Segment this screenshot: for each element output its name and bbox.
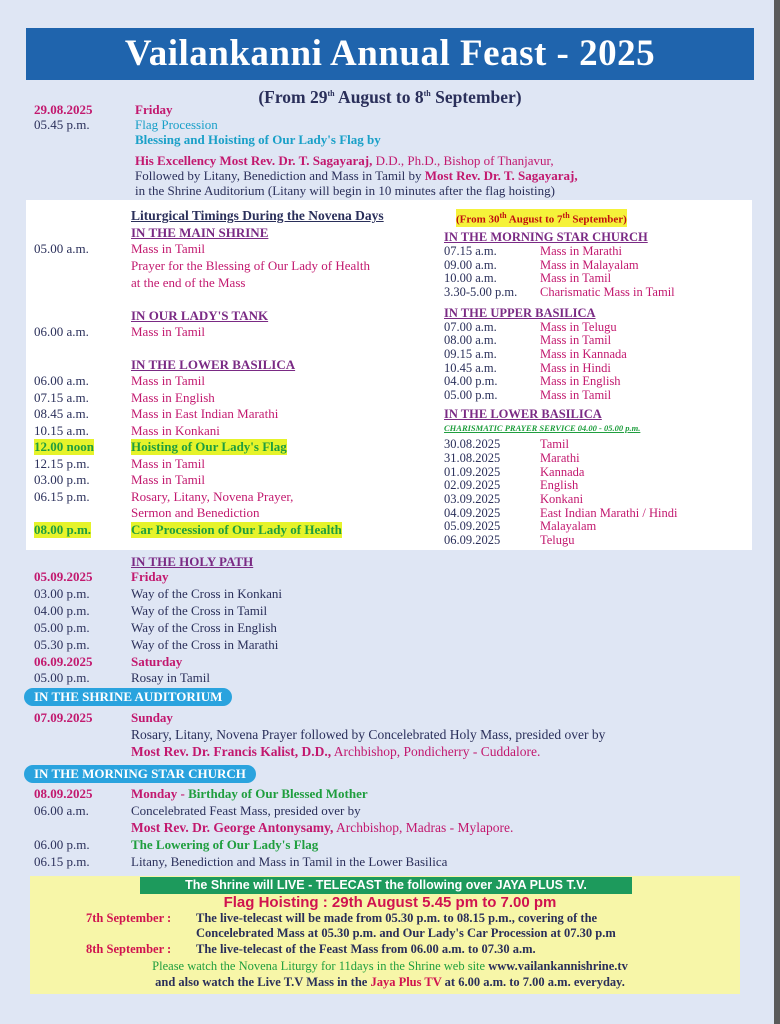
table-row: Mass in Tamil	[540, 333, 612, 347]
table-row: 03.00 p.m.	[34, 472, 90, 487]
table-row: Mass in Marathi	[540, 244, 622, 258]
table-row: 05.00 p.m.	[34, 620, 90, 635]
table-row: Rosary, Litany, Novena Prayer,	[131, 489, 294, 504]
opening-auditorium: in the Shrine Auditorium (Litany will begin in 10 minutes after the flag hoisting)	[135, 183, 555, 198]
table-row: Mass in Telugu	[540, 320, 617, 334]
website-note: Please watch the Novena Liturgy for 11days in the Shrine web site www.vailankannishrine.tv	[152, 959, 628, 973]
opening-day: Friday	[135, 102, 173, 117]
table-row: 08.45 a.m.	[34, 406, 89, 421]
table-row: 09.00 a.m.	[444, 258, 497, 272]
table-row: 06.09.2025	[444, 533, 501, 547]
table-row: 07.00 a.m.	[444, 320, 497, 334]
table-row: Mass in Tamil	[540, 388, 612, 402]
main-shrine-line: Prayer for the Blessing of Our Lady of Health	[131, 258, 370, 273]
table-row: Tamil	[540, 437, 569, 451]
page-title: Vailankanni Annual Feast - 2025	[26, 28, 754, 80]
website-link[interactable]: www.vailankannishrine.tv	[488, 959, 628, 973]
table-row: Mass in Tamil	[131, 456, 205, 471]
table-row: 09.15 a.m.	[444, 347, 497, 361]
lower-basilica-right-heading: IN THE LOWER BASILICA	[444, 407, 602, 421]
novena-heading: Liturgical Timings During the Novena Days	[131, 208, 384, 223]
table-row: 04.00 p.m.	[34, 603, 90, 618]
telecast-banner: The Shrine will LIVE - TELECAST the following over JAYA PLUS T.V.	[140, 877, 632, 894]
table-row: Mass in Konkani	[131, 423, 220, 438]
lower-basilica-heading: IN THE LOWER BASILICA	[131, 357, 296, 372]
table-row: 05.00 p.m.	[34, 670, 90, 685]
table-row: 06.15 p.m.	[34, 489, 90, 504]
ladys-tank-event: Mass in Tamil	[131, 324, 205, 339]
auditorium-presider: Most Rev. Dr. Francis Kalist, D.D., Archbishop, Pondicherry - Cuddalore.	[131, 744, 541, 759]
table-row: Rosay in Tamil	[131, 670, 211, 685]
ladys-tank-heading: IN OUR LADY'S TANK	[131, 308, 269, 323]
highlight-event: Hoisting of Our Lady's Flag	[131, 439, 287, 454]
table-row: Marathi	[540, 451, 580, 465]
table-row: 08.00 a.m.	[444, 333, 497, 347]
table-row: Mass in English	[540, 374, 621, 388]
opening-time: 05.45 p.m.	[34, 117, 90, 132]
table-row: English	[540, 478, 579, 492]
table-row: Mass in Hindi	[540, 361, 611, 375]
feast-event: Concelebrated Feast Mass, presided over by	[131, 803, 361, 818]
table-row: 3.30-5.00 p.m.	[444, 285, 518, 299]
table-row: Konkani	[540, 492, 584, 506]
table-row: 03.00 p.m.	[34, 586, 90, 601]
feast-time: 06.00 p.m.	[34, 837, 90, 852]
auditorium-date: 07.09.2025	[34, 710, 93, 725]
table-row: 01.09.2025	[444, 465, 501, 479]
table-row: 04.09.2025	[444, 506, 501, 520]
charismatic-service: CHARISMATIC PRAYER SERVICE 04.00 - 05.00 p.m.	[444, 423, 641, 433]
table-row: Mass in English	[131, 390, 215, 405]
table-row: Way of the Cross in Konkani	[131, 586, 282, 601]
sep7-line: Concelebrated Mass at 05.30 p.m. and Our Lady's Car Procession at 07.30 p.m	[196, 926, 616, 940]
table-row: 07.15 a.m.	[444, 244, 497, 258]
table-row: Telugu	[540, 533, 575, 547]
table-row: Saturday	[131, 654, 183, 669]
table-row: 04.00 p.m.	[444, 374, 498, 388]
table-row: 05.30 p.m.	[34, 637, 90, 652]
table-row: Way of the Cross in English	[131, 620, 277, 635]
table-row: 02.09.2025	[444, 478, 501, 492]
table-row: Malayalam	[540, 519, 597, 533]
opening-bishop: His Excellency Most Rev. Dr. T. Sagayaraj, D.D., Ph.D., Bishop of Thanjavur,	[135, 153, 554, 168]
opening-followed: Followed by Litany, Benediction and Mass in Tamil by Most Rev. Dr. T. Sagayaraj,	[135, 168, 578, 183]
morning-star-heading: IN THE MORNING STAR CHURCH	[444, 230, 648, 244]
table-row: East Indian Marathi / Hindi	[540, 506, 678, 520]
table-row: Mass in Malayalam	[540, 258, 639, 272]
holy-path-heading: IN THE HOLY PATH	[131, 554, 254, 569]
feast-day: Monday - Birthday of Our Blessed Mother	[131, 786, 368, 801]
feast-presider: Most Rev. Dr. George Antonysamy, Archbishop, Madras - Mylapore.	[131, 820, 514, 835]
sep8-line: The live-telecast of the Feast Mass from 06.00 a.m. to 07.30 a.m.	[196, 942, 536, 956]
highlight-time: 08.00 p.m.	[34, 522, 92, 537]
feast-event: Litany, Benediction and Mass in Tamil in the Lower Basilica	[131, 854, 448, 869]
opening-date: 29.08.2025	[34, 102, 93, 117]
table-row: 06.00 a.m.	[34, 373, 89, 388]
feast-dates-subtitle: (From 29th August to 8th September)	[258, 86, 522, 107]
page-edge	[774, 0, 780, 1024]
upper-basilica-heading: IN THE UPPER BASILICA	[444, 306, 596, 320]
table-row: Kannada	[540, 465, 585, 479]
table-row: Mass in Tamil	[540, 271, 612, 285]
table-row: Way of the Cross in Marathi	[131, 637, 279, 652]
feast-event: The Lowering of Our Lady's Flag	[131, 837, 319, 852]
main-shrine-heading: IN THE MAIN SHRINE	[131, 225, 269, 240]
table-row: 05.09.2025	[34, 569, 93, 584]
table-row: 12.15 p.m.	[34, 456, 90, 471]
highlight-event: Car Procession of Our Lady of Health	[131, 522, 342, 537]
shrine-auditorium-heading: IN THE SHRINE AUDITORIUM	[24, 688, 232, 706]
auditorium-line: Rosary, Litany, Novena Prayer followed by Concelebrated Holy Mass, presided over by	[131, 727, 606, 742]
sep7-label: 7th September :	[86, 911, 172, 925]
main-shrine-line: at the end of the Mass	[131, 275, 246, 290]
table-row: 31.08.2025	[444, 451, 501, 465]
table-row: Sermon and Benediction	[131, 505, 260, 520]
auditorium-day: Sunday	[131, 710, 173, 725]
table-row: 10.00 a.m.	[444, 271, 497, 285]
table-row: 07.15 a.m.	[34, 390, 89, 405]
table-row: 30.08.2025	[444, 437, 501, 451]
main-shrine-line: Mass in Tamil	[131, 241, 205, 256]
table-row: Mass in Tamil	[131, 373, 205, 388]
feast-time: 06.00 a.m.	[34, 803, 89, 818]
sep8-label: 8th September :	[86, 942, 172, 956]
table-row: Mass in Kannada	[540, 347, 627, 361]
table-row: 10.15 a.m.	[34, 423, 89, 438]
highlight-time: 12.00 noon	[34, 439, 94, 454]
table-row: 06.09.2025	[34, 654, 93, 669]
opening-event: Flag Procession	[135, 117, 218, 132]
table-row: Charismatic Mass in Tamil	[540, 285, 675, 299]
table-row: Friday	[131, 569, 169, 584]
ladys-tank-time: 06.00 a.m.	[34, 324, 89, 339]
table-row: 10.45 a.m.	[444, 361, 497, 375]
table-row: 03.09.2025	[444, 492, 501, 506]
feast-date: 08.09.2025	[34, 786, 93, 801]
opening-blessing: Blessing and Hoisting of Our Lady's Flag by	[135, 132, 381, 147]
table-row: Way of the Cross in Tamil	[131, 603, 268, 618]
table-row: 05.09.2025	[444, 519, 501, 533]
table-row: Mass in Tamil	[131, 472, 205, 487]
feast-time: 06.15 p.m.	[34, 854, 90, 869]
flag-hoisting-telecast: Flag Hoisting : 29th August 5.45 pm to 7.00 pm	[223, 894, 557, 911]
sep7-line: The live-telecast will be made from 05.30 p.m. to 08.15 p.m., covering of the	[196, 911, 598, 925]
main-shrine-time: 05.00 a.m.	[34, 241, 89, 256]
morning-star-feast-heading: IN THE MORNING STAR CHURCH	[24, 765, 256, 783]
table-row: 05.00 p.m.	[444, 388, 498, 402]
tv-note: and also watch the Live T.V Mass in the Jaya Plus TV at 6.00 a.m. to 7.00 a.m. everyday.	[155, 975, 625, 989]
table-row: Mass in East Indian Marathi	[131, 406, 279, 421]
novena-range: (From 30th August to 7th September)	[456, 211, 627, 226]
